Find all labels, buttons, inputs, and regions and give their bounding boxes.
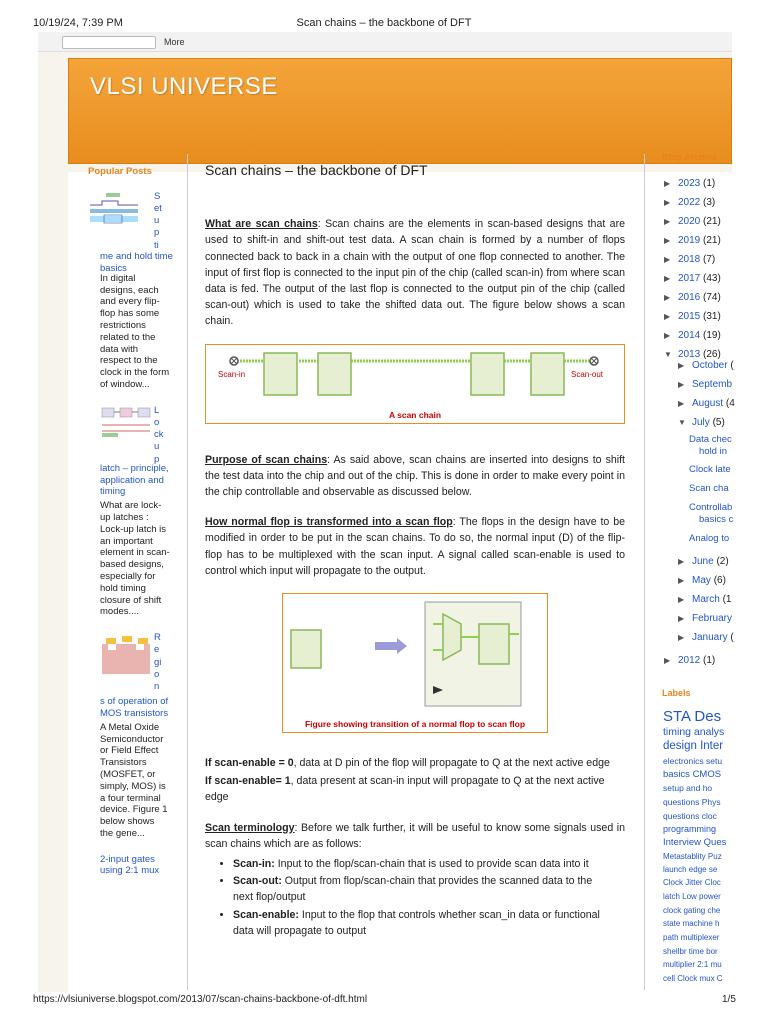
archive-count: (1) <box>703 655 716 666</box>
blogger-navbar <box>38 32 732 52</box>
label-link[interactable]: setup and ho <box>663 783 713 793</box>
print-url: https://vlsiuniverse.blogspot.com/2013/07/scan-chains-backbone-of-dft.html <box>33 994 368 1005</box>
paragraph-text: , data present at scan-in input will propagate to Q at the next active edge <box>205 775 605 804</box>
post-title-part[interactable]: n <box>154 680 160 692</box>
label-link[interactable]: questions cloc <box>663 811 717 821</box>
term-desc: Input to the flop that controls whether scan_in data or functional data will propagate to output <box>233 908 600 937</box>
archive-post-link[interactable]: Analog to <box>689 533 730 544</box>
triangle-right-icon[interactable]: ▶ <box>664 198 671 207</box>
label-link[interactable]: multiplier 2:1 mu <box>663 960 722 969</box>
archive-month[interactable] <box>678 379 732 390</box>
archive-month-link[interactable]: February <box>692 613 733 624</box>
archive-year[interactable] <box>664 235 721 246</box>
post-title-part[interactable]: ti <box>154 239 159 251</box>
post-title: Scan chains – the backbone of DFT <box>205 162 428 178</box>
term-name: Scan-out: <box>233 875 282 888</box>
archive-month-link[interactable]: January <box>692 632 728 643</box>
archive-count: (21) <box>703 235 721 246</box>
triangle-right-icon[interactable]: ▶ <box>664 656 671 665</box>
label-link[interactable]: Metastablity Puz <box>663 852 722 861</box>
archive-count: (5) <box>712 417 725 428</box>
triangle-right-icon[interactable]: ▶ <box>678 557 685 566</box>
triangle-right-icon[interactable]: ▶ <box>664 293 671 302</box>
label-link[interactable]: clock gating che <box>663 906 721 915</box>
archive-year-link[interactable]: 2012 <box>678 655 701 666</box>
print-title: Scan chains – the backbone of DFT <box>296 17 472 29</box>
term-name: Scan-in: <box>233 858 275 871</box>
navbar-search-input[interactable] <box>62 36 156 49</box>
popular-post <box>88 632 176 696</box>
archive-count: (21) <box>703 216 721 227</box>
archive-post-link[interactable]: Data chec <box>689 434 732 445</box>
archive-post-link[interactable]: Scan cha <box>689 483 729 494</box>
post-thumbnail-image[interactable] <box>100 405 152 439</box>
paragraph <box>205 216 625 329</box>
archive-month-link[interactable]: July <box>692 417 710 428</box>
scan-terminology-list <box>233 856 603 939</box>
print-header <box>0 0 768 28</box>
paragraph-text: : As said above, scan chains are inserted into designs to shift the test data into the chip and out of the chip. This is done in order to make every point in the chip controllable and observable as discussed below. <box>205 453 625 499</box>
archive-count: (4 <box>725 398 735 409</box>
labels-heading: Labels <box>662 688 691 698</box>
post-title-part[interactable]: et <box>154 203 162 214</box>
scan-in-label: Scan-in <box>218 369 246 379</box>
archive-month[interactable] <box>678 360 734 371</box>
triangle-down-icon[interactable]: ▼ <box>678 418 686 427</box>
archive-count: (3) <box>703 197 716 208</box>
paragraph-text: : The flops in the design have to be modified in order to be put in the scan chains. To do so, the normal input (D) of the flip-flop has to be multiplexed with the scan input. A signal called scan-enable is used to control which input will propagate to the output. <box>205 516 625 577</box>
paragraph <box>205 755 625 771</box>
term-name: Scan-enable: <box>233 908 299 921</box>
archive-count: (74) <box>703 292 721 303</box>
archive-month-link[interactable]: June <box>692 556 714 567</box>
archive-year[interactable] <box>664 349 721 360</box>
archive-month[interactable] <box>678 613 732 624</box>
archive-count: (2) <box>716 556 729 567</box>
triangle-right-icon[interactable]: ▶ <box>664 236 671 245</box>
post-title-part[interactable]: e <box>154 644 160 656</box>
popular-post <box>88 405 176 463</box>
print-datetime: 10/19/24, 7:39 PM <box>33 17 123 29</box>
label-link[interactable]: launch edge se <box>663 865 718 874</box>
label-link[interactable]: path multiplexer <box>663 933 720 942</box>
archive-count: (19) <box>703 330 721 341</box>
triangle-right-icon[interactable]: ▶ <box>678 399 685 408</box>
triangle-right-icon[interactable]: ▶ <box>664 312 671 321</box>
archive-post-link[interactable]: Clock late <box>689 464 731 475</box>
label-link[interactable]: questions Phys <box>663 797 721 807</box>
term-desc: Output from flop/scan-chain that provides the scanned data to the next flop/output <box>233 875 593 904</box>
label-link[interactable]: Interview Ques <box>663 837 727 848</box>
post-title-link[interactable]: me and hold time basics <box>100 250 173 274</box>
section-term: Scan terminology <box>205 821 295 834</box>
archive-count: (43) <box>703 273 721 284</box>
paragraph <box>205 773 625 805</box>
archive-month[interactable] <box>678 398 735 409</box>
popular-post <box>88 190 176 274</box>
archive-month[interactable] <box>678 575 726 586</box>
scan-flop-figure <box>282 593 548 733</box>
labels-widget <box>662 688 768 992</box>
figure-caption: A scan chain <box>388 409 442 420</box>
archive-year[interactable] <box>664 330 721 341</box>
label-link[interactable]: cell Clock mux C <box>663 974 723 983</box>
archive-month[interactable] <box>678 556 729 567</box>
post-title-part[interactable]: gi <box>154 656 162 668</box>
post-title-part[interactable]: R <box>154 632 161 644</box>
paragraph <box>205 820 625 852</box>
condition-label: If scan-enable = 0 <box>205 757 294 770</box>
label-link[interactable]: shellbr time bor <box>663 947 718 956</box>
paragraph-text: , data at D pin of the flop will propagate to Q at the next active edge <box>293 757 610 770</box>
label-link[interactable]: electronics setu <box>663 756 723 766</box>
post-title-part[interactable]: u <box>154 215 160 227</box>
label-link[interactable]: STA Des <box>663 708 722 725</box>
paragraph <box>205 514 625 579</box>
popular-posts <box>88 166 176 877</box>
label-link[interactable]: Clock Jitter Cloc <box>663 878 721 887</box>
archive-month-link[interactable]: October <box>692 360 728 371</box>
paragraph <box>205 452 625 501</box>
post-title-part[interactable]: p <box>154 453 160 465</box>
post-title-part[interactable]: o <box>154 668 160 680</box>
section-term: How normal flop is transformed into a scan flop <box>205 516 453 529</box>
scan-flop-diagram <box>283 594 547 732</box>
triangle-right-icon[interactable]: ▶ <box>664 274 671 283</box>
list-item <box>233 907 603 939</box>
post-title-part[interactable]: o <box>154 416 160 428</box>
archive-month-link[interactable]: May <box>692 575 711 586</box>
post-title-part[interactable]: p <box>154 227 160 239</box>
post-snippet: What are lock-up latches : Lock-up latch is an important element in scan-based designs, especially for hold timing closure of shift modes.... <box>100 500 170 618</box>
condition-label: If scan-enable= 1 <box>205 775 291 788</box>
archive-year[interactable] <box>664 292 721 303</box>
post-snippet: A Metal Oxide Semiconductor or Field Effect Transistors (MOSFET, or simply, MOS) is a four terminal device. Figure 1 below shows the gene... <box>100 721 168 839</box>
triangle-right-icon[interactable]: ▶ <box>678 595 685 604</box>
scan-out-label: Scan-out <box>571 369 604 379</box>
archive-year[interactable] <box>664 273 721 284</box>
archive-year-link[interactable]: 2016 <box>678 292 701 303</box>
post-title-link[interactable]: 2-input gates using 2:1 mux <box>100 853 160 877</box>
label-link[interactable]: basics CMOS <box>663 769 722 780</box>
archive-count: (26) <box>703 349 721 360</box>
list-item <box>233 856 603 872</box>
post-title-part[interactable]: u <box>154 441 160 453</box>
label-link[interactable]: state machine h <box>663 919 720 928</box>
post-title-part[interactable]: S <box>154 190 161 202</box>
archive-count: (6) <box>713 575 726 586</box>
triangle-right-icon[interactable]: ▶ <box>678 633 685 642</box>
archive-year-link[interactable]: 2015 <box>678 311 701 322</box>
triangle-down-icon[interactable]: ▼ <box>664 350 672 359</box>
post-snippet: In digital designs, each and every flip-flop has some restrictions related to the data with respect to the clock in the form of window... <box>100 272 170 390</box>
archive-year-link[interactable]: 2017 <box>678 273 701 284</box>
archive-year-link[interactable]: 2023 <box>678 178 701 189</box>
label-link[interactable]: latch Low power <box>663 892 721 901</box>
archive-post-link[interactable]: basics c <box>699 514 734 525</box>
label-link[interactable]: programming <box>663 824 717 834</box>
archive-year-link[interactable]: 2013 <box>678 349 701 360</box>
triangle-right-icon[interactable]: ▶ <box>678 361 685 370</box>
scan-chain-figure <box>205 344 625 424</box>
archive-year-link[interactable]: 2020 <box>678 216 701 227</box>
paragraph-text: : Scan chains are the elements in scan-based designs that are used to shift-in and shift-out test data. A scan chain is formed by a number of flops connected back to back in a chain with the output of one flop connected to another. The input of first flop is connected to the input pin of the chip (called scan-in) from where scan data is fed. The output of the last flop is connected to the output pin of the chip (called scan-out) which is used to take the shifted data out. The figure below shows a scan chain. <box>205 218 625 328</box>
archive-year-link[interactable]: 2019 <box>678 235 701 246</box>
archive-month-link[interactable]: August <box>692 398 724 409</box>
term-desc: Input to the flop/scan-chain that is used to provide scan data into it <box>274 858 589 871</box>
archive-month[interactable] <box>678 417 725 428</box>
archive-count: ( <box>730 632 734 643</box>
triangle-right-icon[interactable]: ▶ <box>664 217 671 226</box>
archive-year-link[interactable]: 2022 <box>678 197 701 208</box>
label-link[interactable]: design Inter <box>663 740 724 752</box>
list-item <box>233 873 603 905</box>
triangle-right-icon[interactable]: ▶ <box>664 179 671 188</box>
archive-year[interactable] <box>664 254 715 265</box>
triangle-right-icon[interactable]: ▶ <box>664 331 671 340</box>
archive-year[interactable] <box>664 178 715 189</box>
blog-header-banner <box>68 58 732 164</box>
navbar-more-link[interactable]: More <box>164 37 185 47</box>
archive-count: (1) <box>703 178 716 189</box>
archive-year-link[interactable]: 2014 <box>678 330 701 341</box>
archive-month-link[interactable]: Septemb <box>692 379 733 390</box>
archive-post-link[interactable]: Controllab <box>689 502 733 513</box>
triangle-right-icon[interactable]: ▶ <box>664 255 671 264</box>
archive-year[interactable] <box>664 655 715 666</box>
post-thumbnail-image[interactable] <box>88 191 140 225</box>
archive-post-link[interactable]: hold in <box>699 446 727 457</box>
triangle-right-icon[interactable]: ▶ <box>678 380 685 389</box>
archive-count: (7) <box>703 254 716 265</box>
paragraph-text: : Before we talk further, it will be useful to know some signals used in scan chains which are as follows: <box>205 821 626 850</box>
label-link[interactable]: timing analys <box>663 726 725 738</box>
post-title-part[interactable]: L <box>154 404 160 416</box>
archive-month[interactable] <box>678 594 731 605</box>
archive-month-link[interactable]: March <box>692 594 720 605</box>
archive-month[interactable] <box>678 632 734 643</box>
section-term: What are scan chains <box>205 218 318 231</box>
triangle-right-icon[interactable]: ▶ <box>678 614 685 623</box>
blog-title[interactable]: VLSI UNIVERSE <box>90 73 278 100</box>
archive-count: (1 <box>722 594 732 605</box>
post-title-link[interactable]: latch – principle, application and timing <box>100 462 169 498</box>
archive-year[interactable] <box>664 197 715 208</box>
popular-posts-heading: Popular Posts <box>88 166 152 177</box>
archive-count: ( <box>730 360 734 371</box>
blog-archive-heading: Blog Archive <box>662 152 718 162</box>
section-term: Purpose of scan chains <box>205 453 328 466</box>
post-thumbnail-image[interactable] <box>100 632 152 676</box>
archive-year[interactable] <box>664 216 721 227</box>
post-title-link[interactable]: s of operation of MOS transistors <box>100 696 169 719</box>
archive-count: (31) <box>703 311 721 322</box>
post-body <box>205 162 625 940</box>
triangle-right-icon[interactable]: ▶ <box>678 576 685 585</box>
figure-caption: Figure showing transition of a normal flop to scan flop <box>304 719 526 730</box>
print-page-number: 1/5 <box>722 994 736 1005</box>
archive-year-link[interactable]: 2018 <box>678 254 701 265</box>
archive-year[interactable] <box>664 311 721 322</box>
post-title-part[interactable]: ck <box>154 429 164 441</box>
